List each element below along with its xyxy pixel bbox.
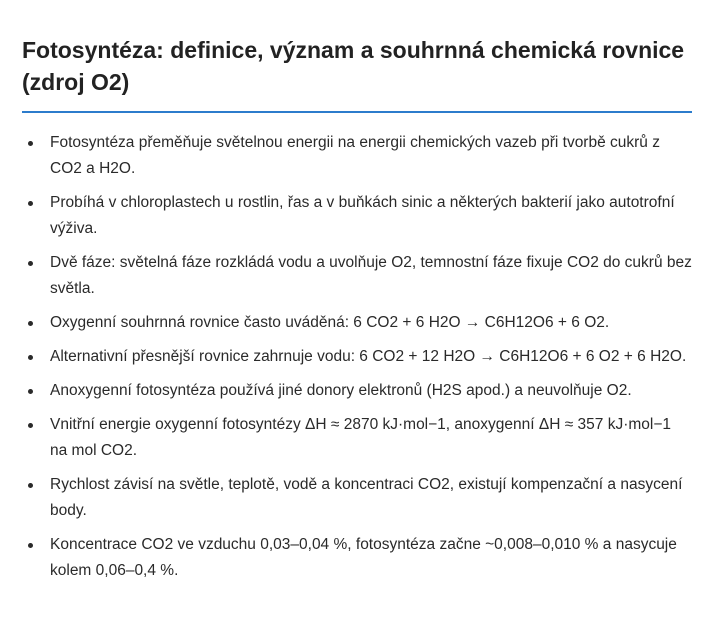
list-item — [22, 412, 692, 464]
list-item — [22, 344, 692, 370]
bullet-icon — [28, 141, 33, 146]
list-item — [22, 310, 692, 336]
bullet-icon — [28, 355, 33, 360]
list-item-text: Probíhá v chloroplastech u rostlin, řas a v buňkách sinic a některých bakterií jako autotrofní výživa. — [50, 194, 675, 237]
title-divider — [22, 111, 692, 113]
list-item — [22, 250, 692, 302]
bullet-icon — [28, 201, 33, 206]
bullet-icon — [28, 423, 33, 428]
list-item — [22, 378, 692, 404]
list-item-text: Oxygenní souhrnná rovnice často uváděná: 6 CO2 + 6 H2O → C6H12O6 + 6 O2. — [50, 314, 610, 331]
bullet-icon — [28, 483, 33, 488]
list-item — [22, 472, 692, 524]
list-item-text: Dvě fáze: světelná fáze rozkládá vodu a uvolňuje O2, temnostní fáze fixuje CO2 do cukrů bez světla. — [50, 254, 692, 297]
page-title: Fotosyntéza: definice, význam a souhrnná chemická rovnice (zdroj O2) — [22, 37, 685, 95]
list-item-text: Fotosyntéza přeměňuje světelnou energii na energii chemických vazeb při tvorbě cukrů z CO2 a H2O. — [50, 134, 660, 177]
bullet-icon — [28, 543, 33, 548]
bullet-list — [22, 130, 692, 584]
list-item — [22, 130, 692, 182]
list-item — [22, 532, 692, 584]
list-item — [22, 190, 692, 242]
bullet-icon — [28, 321, 33, 326]
list-item-text: Rychlost závisí na světle, teplotě, vodě a koncentraci CO2, existují kompenzační a nasycení body. — [50, 476, 683, 519]
list-item-text: Koncentrace CO2 ve vzduchu 0,03–0,04 %, fotosyntéza začne ~0,008–0,010 % a nasycuje kolem 0,06–0,4 %. — [50, 536, 677, 579]
bullet-icon — [28, 389, 33, 394]
bullet-icon — [28, 261, 33, 266]
list-item-text: Alternativní přesnější rovnice zahrnuje vodu: 6 CO2 + 12 H2O → C6H12O6 + 6 O2 + 6 H2O. — [50, 348, 687, 365]
list-item-text: Vnitřní energie oxygenní fotosyntézy ΔH ≈ 2870 kJ·mol−1, anoxygenní ΔH ≈ 357 kJ·mol−1 na mol CO2. — [50, 416, 672, 459]
list-item-text: Anoxygenní fotosyntéza používá jiné donory elektronů (H2S apod.) a neuvolňuje O2. — [50, 382, 632, 399]
